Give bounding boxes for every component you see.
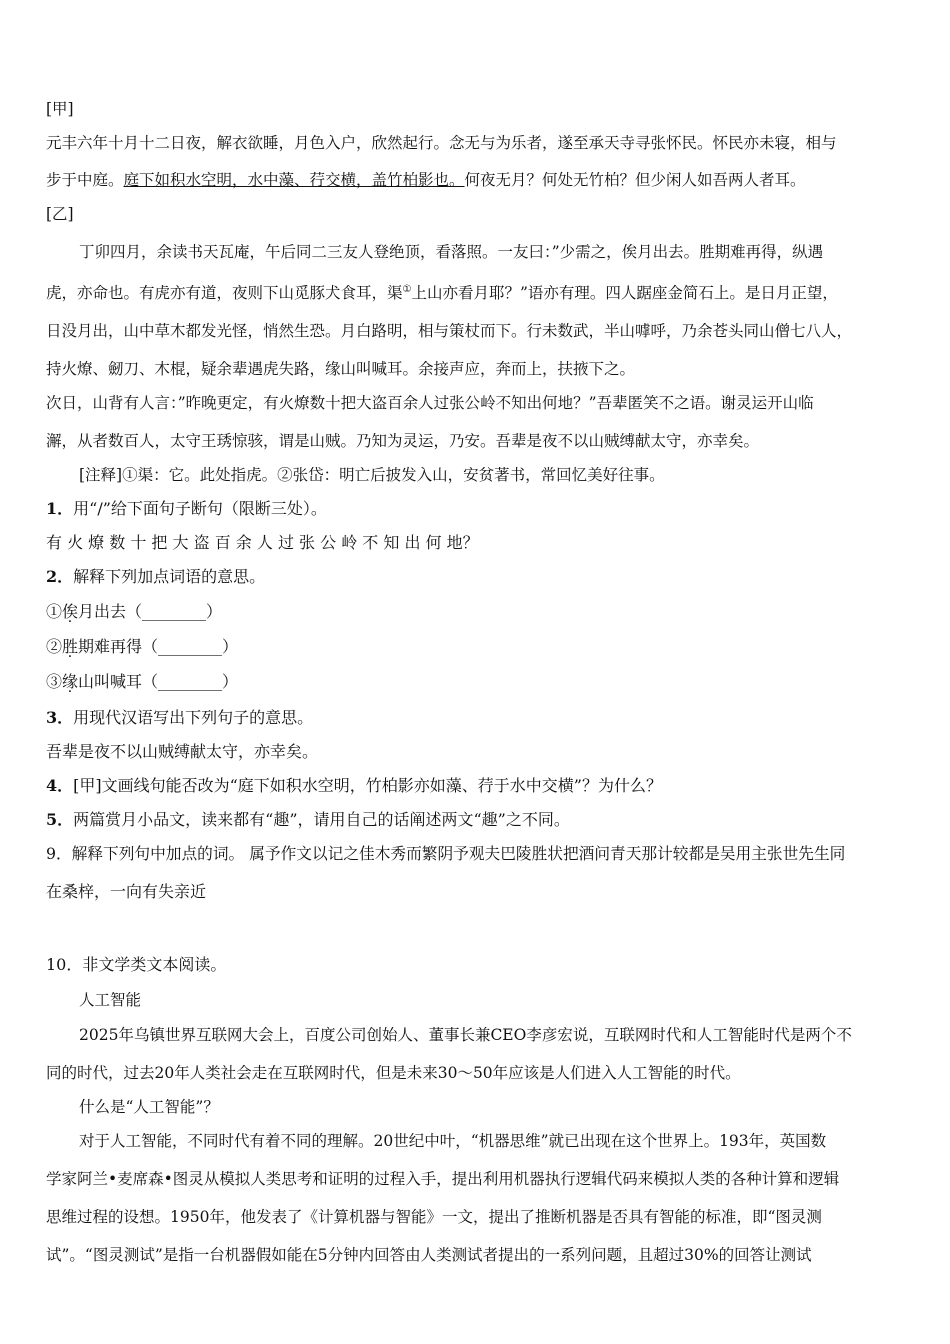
item-num: ① — [46, 602, 63, 622]
article-para-2-line-4: 试”。“图灵测试”是指一台机器假如能在5分钟内回答由人类测试者提出的一系列问题，且超过30%的回答让测试 — [46, 1246, 812, 1265]
jia-line-2 — [46, 169, 908, 191]
jia-underlined-sentence: 庭下如积水空明，水中藻、荇交横，盖竹柏影也。 — [123, 171, 465, 189]
question-1-sentence: 有 火 燎 数 十 把 大 盗 百 余 人 过 张 公 岭 不 知 出 何 地？ — [46, 533, 479, 553]
yi-line-4: 持火燎、劒刀、木棍，疑余辈遇虎失路，缘山叫喊耳。余接声应，奔而上，扶掖下之。 — [46, 360, 636, 379]
question-1-number: 1． — [46, 499, 74, 519]
question-9 — [46, 843, 908, 865]
item-rest: 期难再得（________） — [78, 637, 239, 657]
footnote-mark: ① — [402, 284, 412, 295]
item-rest: 山叫喊耳（________） — [78, 672, 239, 692]
question-5-number: 5． — [46, 810, 74, 830]
question-1-text: 用“/”给下面句子断句（限断三处）。 — [73, 499, 327, 519]
question-3-sentence: 吾辈是夜不以山贼缚献太守，亦幸矣。 — [46, 742, 319, 762]
jia-label: [甲] — [46, 100, 74, 118]
article-para-2-line-1: 对于人工智能，不同时代有着不同的理解。20世纪中叶，“机器思维”就已出现在这个世界上。193年，英国数 — [79, 1132, 827, 1151]
article-para-2-line-3: 思维过程的设想。1950年，他发表了《计算机器与智能》一文，提出了推断机器是否具有智能的标准，即“图灵测 — [46, 1208, 822, 1227]
question-2-item-2 — [46, 636, 908, 658]
question-10-text: 非文学类文本阅读。 — [82, 955, 227, 975]
question-3 — [46, 707, 908, 729]
yi-line-3: 日没月出，山中草木都发光怪，悄然生恐。月白路明，相与策杖而下。行未数武，半山嘑呼，乃余苍头同山僧七八人， — [46, 322, 853, 341]
yi-line-2 — [46, 279, 908, 304]
article-para-1-line-2: 同的时代，过去20年人类社会走在互联网时代，但是未来30～50年应该是人们进入人工智能的时代。 — [46, 1064, 741, 1083]
question-2-text: 解释下列加点词语的意思。 — [73, 567, 266, 587]
article-para-1-line-1: 2025年乌镇世界互联网大会上，百度公司创始人、董事长兼CEO李彦宏说，互联网时代和人工智能时代是两个不 — [79, 1026, 852, 1045]
question-4-number: 4． — [46, 776, 74, 796]
question-10-number: 10． — [46, 955, 83, 975]
question-3-number: 3． — [46, 708, 74, 728]
item-num: ③ — [46, 672, 63, 692]
article-title: 人工智能 — [79, 991, 142, 1010]
yi-label: [乙] — [46, 205, 74, 223]
article-para-2-line-2: 学家阿兰•麦席森•图灵从模拟人类思考和证明的过程入手，提出利用机器执行逻辑代码来模拟人类的各种计算和逻辑 — [46, 1170, 840, 1189]
question-5-text: 两篇赏月小品文，读来都有“趣”，请用自己的话阐述两文“趣”之不同。 — [73, 810, 570, 830]
yi-line-5: 次日，山背有人言：”昨晚更定，有火燎数十把大盗百余人过张公岭不知出何地？”吾辈匿笑不之语。谢灵运开山临 — [46, 394, 814, 413]
document-page — [46, 98, 908, 1266]
question-4 — [46, 775, 908, 797]
question-9-continued: 在桑梓，一向有失亲近 — [46, 882, 207, 902]
question-1 — [46, 498, 908, 520]
annotation-note: [注释]①渠：它。此处指虎。②张岱：明亡后披发入山，安贫著书，常回忆美好往事。 — [79, 466, 665, 485]
dotted-word: 俟 — [62, 602, 79, 622]
dotted-word: 缘 — [62, 672, 79, 692]
question-2-item-1 — [46, 601, 908, 623]
dotted-word: 胜 — [62, 637, 79, 657]
question-9-words: 属予作文以记之佳木秀而繁阴予观夫巴陵胜状把酒问青天那计较都是吴用主张世先生同 — [249, 844, 846, 864]
question-4-text: [甲]文画线句能否改为“庭下如积水空明，竹柏影亦如藻、荇于水中交横”？为什么？ — [73, 776, 662, 796]
yi-line-1: 丁卯四月，余读书天瓦庵，午后同二三友人登绝顶，看落照。一友曰：”少需之，俟月出去。胜期难再得，纵遇 — [79, 243, 824, 261]
question-5 — [46, 809, 908, 831]
item-rest: 月出去（________） — [78, 602, 223, 622]
question-10 — [46, 954, 908, 976]
question-9-label: 解释下列句中加点的词。 — [71, 844, 245, 864]
jia-line-2-pre: 步于中庭。 — [46, 171, 124, 189]
yi-line-6: 澥，从者数百人，太守王琇惊骇，谓是山贼。乃知为灵运，乃安。吾辈是夜不以山贼缚献太守，亦幸矣。 — [46, 432, 760, 451]
yi-line-2-b: 上山亦看月耶？”语亦有理。四人踞座金简石上。是日月正望， — [411, 284, 838, 303]
question-3-text: 用现代汉语写出下列句子的意思。 — [73, 708, 314, 728]
article-subheading: 什么是“人工智能”？ — [79, 1098, 219, 1117]
question-2 — [46, 566, 908, 588]
jia-line-1: 元丰六年十月十二日夜，解衣欲睡，月色入户，欣然起行。念无与为乐者，遂至承天寺寻张怀民。怀民亦未寝，相与 — [46, 134, 837, 152]
item-num: ② — [46, 637, 63, 657]
question-2-number: 2． — [46, 567, 74, 587]
yi-line-2-a: 虎，亦命也。有虎亦有道，夜则下山觅豚犬食耳，渠 — [46, 284, 403, 303]
jia-line-2-post: 何夜无月？何处无竹柏？但少闲人如吾两人者耳。 — [464, 171, 806, 189]
question-2-item-3 — [46, 671, 908, 693]
question-9-number: 9． — [46, 844, 72, 864]
